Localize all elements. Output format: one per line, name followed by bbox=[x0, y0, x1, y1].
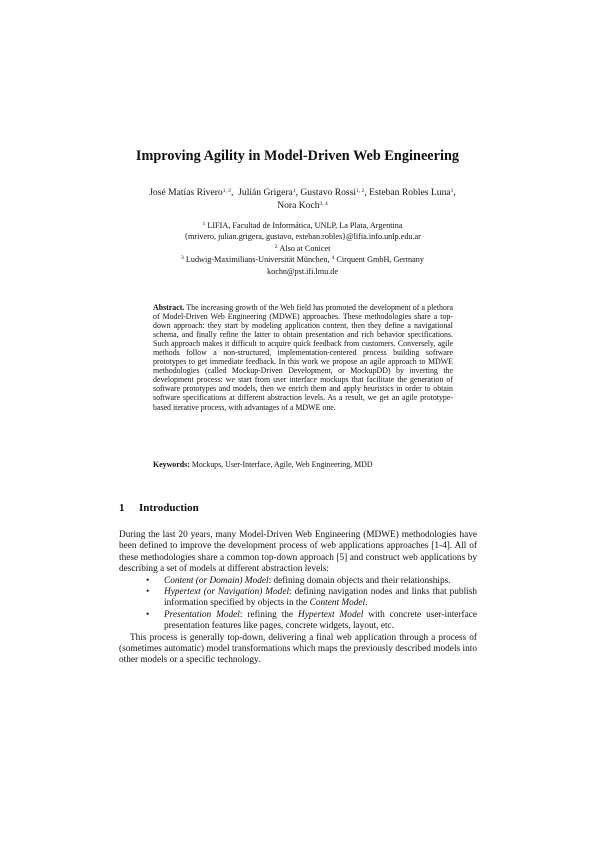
list-item-text: : defining domain objects and their relationships. bbox=[268, 575, 451, 586]
list-item-text: : refining the bbox=[239, 609, 298, 620]
list-item bbox=[119, 576, 477, 587]
affiliation-mark: 1 bbox=[202, 221, 206, 227]
section-heading bbox=[119, 502, 479, 514]
affiliation-line bbox=[120, 243, 485, 254]
keywords-text: Mockups, User-Interface, Agile, Web Engineering, MDD bbox=[191, 460, 373, 469]
affiliation-text: LIFIA, Facultad de Informática, UNLP, La Plata, Argentina bbox=[207, 221, 403, 230]
affiliation-mark: 3 bbox=[181, 255, 184, 262]
affiliation-mark: 2 bbox=[274, 243, 278, 250]
author-name: Julián Grigera bbox=[238, 187, 293, 198]
abstract bbox=[153, 303, 453, 412]
list-item-tail: . bbox=[365, 598, 368, 609]
author-name: José Matías Rivero bbox=[149, 187, 223, 198]
bullet-icon: • bbox=[146, 587, 150, 598]
author-name: Gustavo Rossi bbox=[300, 187, 357, 198]
keywords-label: Keywords: bbox=[153, 460, 190, 469]
author-affiliation-mark: 1, 2 bbox=[222, 188, 231, 194]
affiliation-block bbox=[120, 220, 485, 277]
affiliation-email-line: kochn@pst.ifi.lmu.de bbox=[267, 266, 338, 276]
list-item-text: : defining navigation nodes and links that publish information specified by objects in the bbox=[164, 587, 477, 609]
list-item bbox=[119, 610, 477, 633]
list-item-term: Presentation Model bbox=[164, 609, 240, 620]
abstract-label: Abstract. bbox=[153, 303, 185, 312]
author-affiliation-mark: 1, 2 bbox=[356, 188, 365, 194]
list-item-term: Content (or Domain) Model bbox=[164, 575, 269, 586]
affiliation-text: Cirquent GmbH, Germany bbox=[336, 255, 424, 265]
abstract-text: The increasing growth of the Web field has promoted the development of a plethora of Model-Driven Web Engineering (MDWE) approaches. These methodologies share a top-down approach: they start by modeling application content, then they define a navigational schema, and finally refine the latter to obtain presentation and rich behavior specifications. Such approach makes it difficult to acquire quick feedback from customers. Conversely, agile methods follow a non-structured, implementation-centered process building software prototypes to get immediate feedback. In this work we propose an agile approach to MDWE methodologies (called Mockup-Driven Development, or MockupDD) by inverting the development process: we start from user interface mockups that facilitate the generation of software prototypes and models, then we enrich them and apply heuristics in order to obtain software specifications at different abstraction levels. As a result, we get an agile prototype-based iterative process, with advantages of a MDWE one. bbox=[153, 303, 453, 412]
author-affiliation-mark: 1 bbox=[292, 188, 296, 194]
author-name: Nora Koch bbox=[277, 200, 320, 211]
list-item-tail: with concrete user-interface presentation features like pages, concrete widgets, layout, etc. bbox=[164, 609, 477, 632]
affiliation-email-line: {mrivero, julian.grigera, gustavo, esteban.robles}@lifia.info.unlp.edu.ar bbox=[184, 232, 421, 242]
bullet-icon: • bbox=[146, 575, 150, 586]
keywords bbox=[153, 460, 453, 469]
affiliation-line bbox=[120, 254, 485, 265]
author-affiliation-mark: 1 bbox=[450, 188, 454, 194]
author-name: Esteban Robles Luna bbox=[369, 187, 451, 198]
affiliation-text: Ludwig-Maximilians-Universität München, bbox=[185, 255, 330, 265]
list-item-emphasis: Hypertext Model bbox=[297, 609, 364, 620]
section-number: 1 bbox=[119, 502, 125, 514]
affiliation-line bbox=[120, 220, 485, 231]
section-body bbox=[119, 530, 477, 667]
list-item bbox=[119, 587, 477, 610]
list-item-term: Hypertext (or Navigation) Model bbox=[164, 587, 290, 598]
author-affiliation-mark: 3, 4 bbox=[319, 201, 328, 207]
bullet-icon: • bbox=[146, 609, 150, 620]
author-list: José Matías Rivero$^{1, 2}$, Julián Grigera$^1$, Gustavo Rossi$^{1, 2}$, Esteban Robles Luna$^1$, Nora Koch$^{3, 4}$ bbox=[149, 187, 456, 211]
section-title: Introduction bbox=[139, 502, 199, 514]
body-paragraph: This process is generally top-down, delivering a final web application through a process of (sometimes automatic) model transformations which maps the previously described models into other models or a specific technology. bbox=[119, 632, 477, 666]
paper-title: Improving Agility in Model-Driven Web Engineering bbox=[135, 148, 460, 164]
list-item-emphasis: Content Model bbox=[309, 598, 366, 609]
body-paragraph: During the last 20 years, many Model-Driven Web Engineering (MDWE) methodologies have been defined to improve the development process of web applications approaches [1-4]. All of these methodologies share a common top-down approach [5] and construct web applications by describing a set of models at different abstraction levels: bbox=[119, 530, 477, 575]
affiliation-mark: 4 bbox=[331, 255, 335, 262]
model-list bbox=[119, 576, 477, 633]
affiliation-text: Also at Conicet bbox=[279, 243, 331, 253]
